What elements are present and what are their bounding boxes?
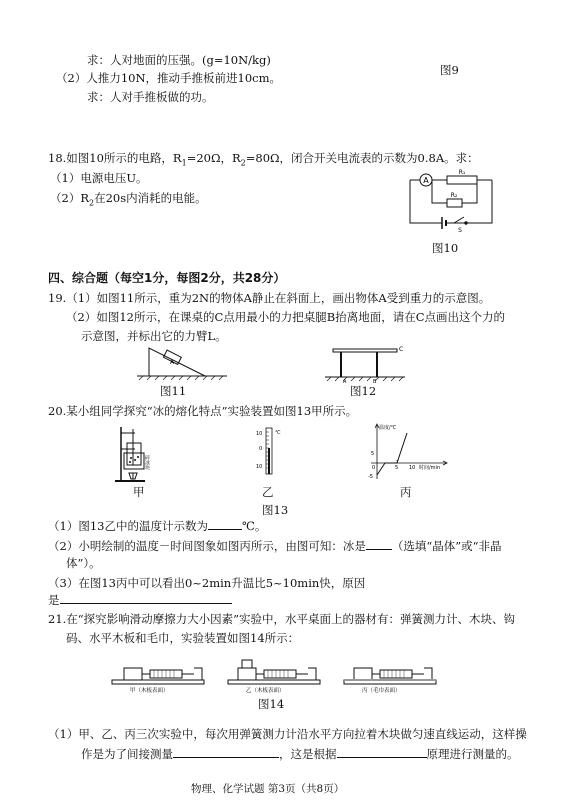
q19-line3: 示意图，并标出它的力臂L。 (81, 329, 227, 343)
thermo-tick-mid: 0 (259, 446, 263, 452)
fig9-label: 图9 (440, 63, 459, 77)
q17-part2: （2）人推力10N，推动手推板前进10cm。 (56, 71, 281, 85)
graph-ytick-neg5: -5 (368, 474, 373, 480)
q20-blank1[interactable] (208, 517, 242, 530)
q17-ask2: 求：人对手推板做的功。 (87, 90, 214, 104)
q19-line1: 19.（1）如图11所示，重为2N的物体A静止在斜面上，画出物体A受到重力的示意图。 (48, 291, 491, 305)
fig12-label: 图12 (350, 384, 377, 398)
thermo-unit: ℃ (275, 430, 281, 436)
fig10-label: 图10 (432, 241, 459, 255)
graph-xtick-10: 10 (409, 465, 416, 471)
page-footer: 物理、化学试题 第3页（共8页） (191, 783, 345, 795)
fig13-label: 图13 (262, 503, 289, 517)
q20-q3-cont: 是 (48, 591, 232, 608)
q20-q3: （3）在图13丙中可以看出0~2min升温比5~10min快，原因 (48, 576, 366, 590)
fig13-yi: 乙 (262, 485, 274, 499)
fig11-label: 图11 (160, 384, 187, 398)
q18-item1: （1）电源电压U。 (50, 171, 148, 185)
q20-stem: 20.某小组同学探究“冰的熔化特点”实验装置如图13甲所示。 (48, 404, 358, 418)
q20-q2-cont: 体”）。 (66, 556, 101, 570)
fig13-bing: 丙 (400, 485, 412, 499)
graph-origin: 0 (372, 465, 376, 471)
fig13-jia: 甲 (133, 485, 145, 499)
q17-ask1: 求：人对地面的压强。(g=10N/kg) (87, 53, 271, 67)
fig14-label-jia: 甲（木板表面） (130, 688, 169, 694)
q18-stem: 18.如图10所示的电路，$R_1=20\Omega$，$R_2=80\Omega$，闭合开关电流表的示数为0.8A。求： (48, 151, 479, 168)
graph-ytick-5: 5 (371, 451, 375, 457)
fig12-desk (325, 345, 405, 383)
circuit-diagram (402, 165, 497, 234)
fig11-block-label: A (169, 359, 175, 366)
fig14-label-bing: 丙（毛巾表面） (362, 688, 401, 694)
r1-label: R₁ (458, 169, 466, 176)
thermo-tick-bottom: 10 (256, 464, 263, 470)
q20-q2: （2）小明绘制的温度－时间图象如图丙所示，由图可知：冰是 （选填“晶体”或“非晶 (48, 539, 502, 553)
q21-line2: 码、水平木板和毛巾，实验装置如图14所示： (66, 631, 300, 645)
section-heading: 四、综合题（每空1分，每图2分，共28分） (48, 271, 286, 285)
fig13-apparatus (115, 425, 165, 483)
fig11-incline (137, 344, 227, 380)
ammeter-symbol: A (423, 176, 429, 185)
q20-blank2[interactable] (366, 537, 392, 550)
q20-q1: （1）图13乙中的温度计示数为 ℃。 (48, 519, 267, 533)
apparatus-label: 碎冰块 (144, 455, 150, 470)
q20-blank3[interactable] (60, 591, 232, 604)
graph-xtick-5: 5 (395, 465, 399, 471)
q21-q1-cont: 作是为了间接测量 ，这是根据 原理进行测量的。 (81, 747, 519, 761)
r2-label: R₂ (450, 192, 458, 199)
fig12-point-b: B (373, 379, 377, 385)
q21-blank2[interactable] (337, 745, 427, 758)
fig13-thermometer (252, 426, 292, 478)
fig13-graph (367, 423, 452, 481)
q19-line2: （2）如图12所示，在课桌的C点用最小的力把桌腿B抬离地面，请在C点画出这个力的 (66, 310, 505, 324)
q21-q1: （1）甲、乙、丙三次实验中，每次用弹簧测力计沿水平方向拉着木块做匀速直线运动，这样操 (48, 727, 527, 741)
fig14-setup (110, 650, 450, 696)
fig12-point-c: C (399, 346, 404, 353)
fig12-point-a: A (343, 379, 347, 385)
q21-line1: 21.在“探究影响滑动摩擦力大小因素”实验中，水平桌面上的器材有：弹簧测力计、木块、钩 (48, 612, 516, 626)
fig14-label-yi: 乙（木板表面） (246, 688, 285, 694)
thermo-tick-top: 10 (256, 431, 263, 437)
q21-blank1[interactable] (173, 745, 279, 758)
q18-item2: $(2)R_2$在20s内消耗的电能。 (50, 191, 207, 208)
graph-xlabel: 时间/min (419, 465, 441, 471)
switch-label: S (458, 227, 462, 234)
graph-ylabel: 温度/℃ (379, 425, 397, 431)
fig14-label: 图14 (258, 697, 285, 711)
